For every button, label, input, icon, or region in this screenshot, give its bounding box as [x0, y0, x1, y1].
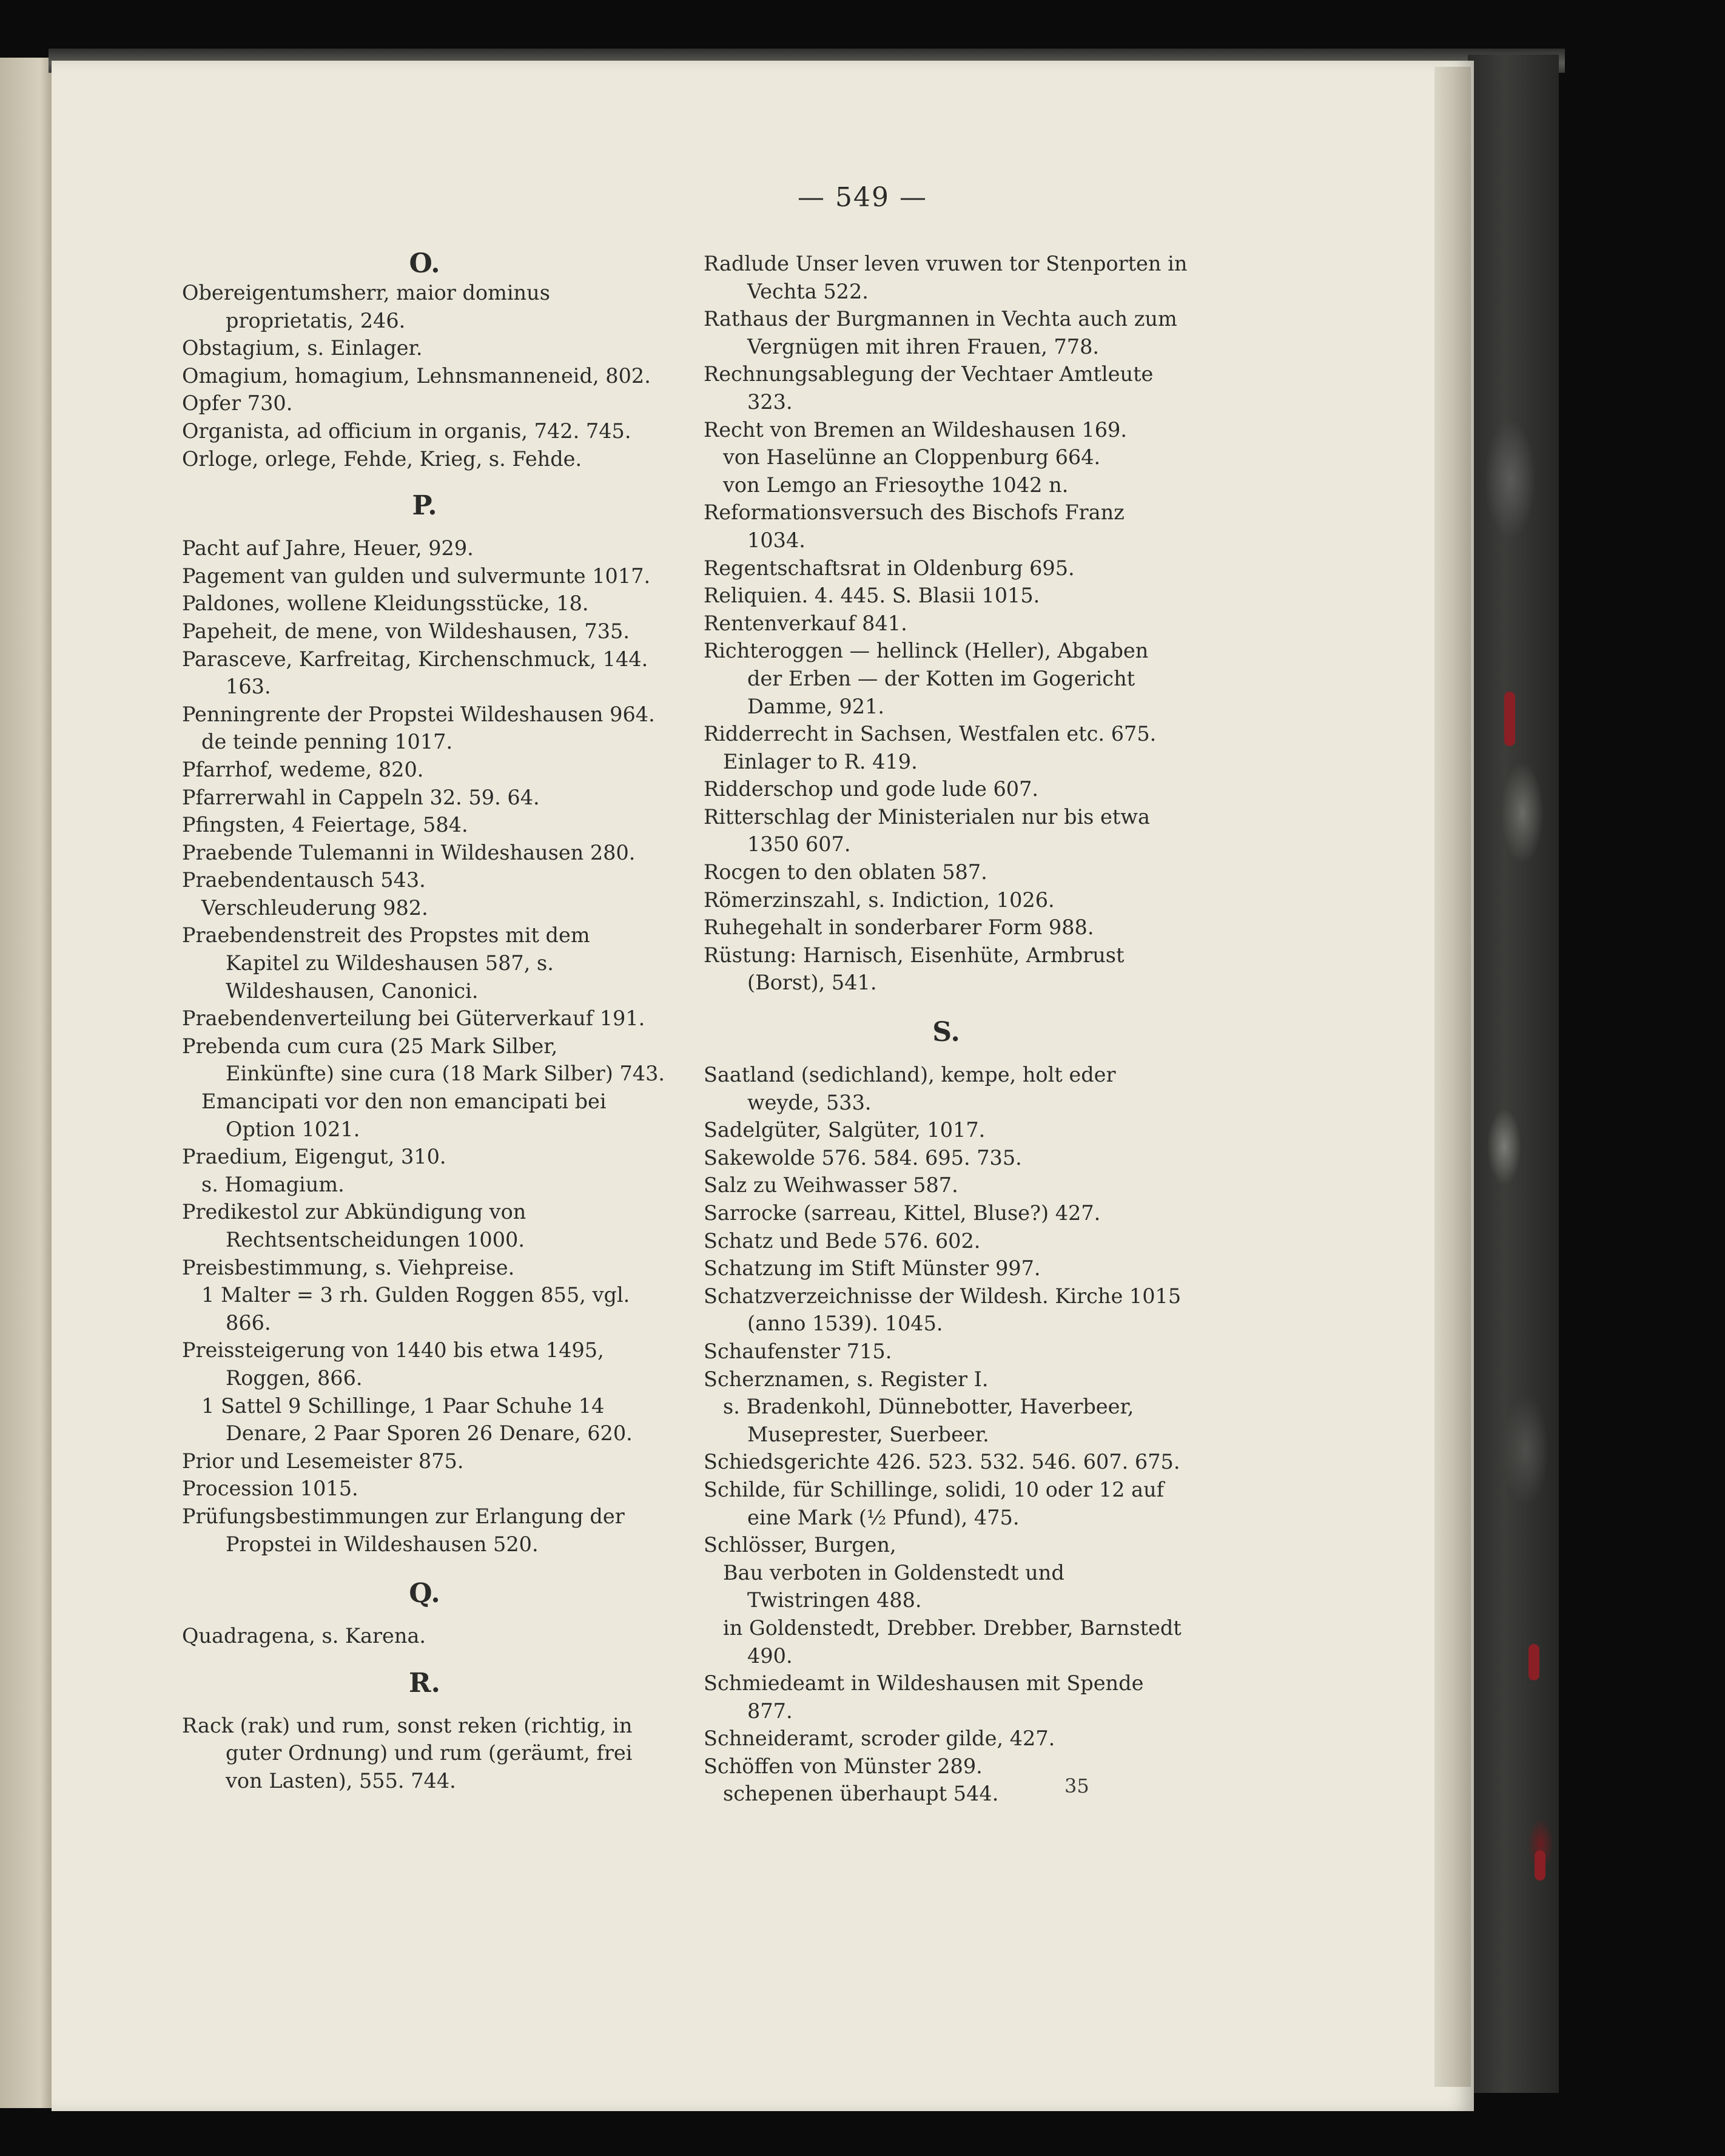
index-entry: Sadelgüter, Salgüter, 1017.	[704, 1118, 986, 1142]
index-entry: Preisbestimmung, s. Viehpreise.	[182, 1255, 515, 1279]
index-entry: Prüfungsbestimmungen zur Erlangung der Propstei in Wildeshausen 520.	[182, 1504, 625, 1556]
index-entry: Rocgen to den oblaten 587.	[704, 860, 987, 884]
index-entry: Schaufenster 715.	[704, 1339, 892, 1363]
index-subentry: s. Homagium.	[201, 1172, 345, 1196]
index-entry: Orloge, orlege, Fehde, Krieg, s. Fehde.	[182, 446, 582, 471]
index-entry: Schmiedeamt in Wildeshausen mit Spende 877.	[704, 1671, 1144, 1723]
index-entry: Organista, ad officium in organis, 742. 745.	[182, 419, 631, 443]
section-heading-o: O.	[409, 248, 440, 279]
index-entry: Schilde, für Schillinge, solidi, 10 oder 12 auf eine Mark (½ Pfund), 475.	[704, 1477, 1165, 1529]
index-entry: Papeheit, de mene, von Wildeshausen, 735.	[182, 619, 630, 643]
index-entry: Schatzung im Stift Münster 997.	[704, 1256, 1041, 1281]
index-entry: Parasceve, Karfreitag, Kirchenschmuck, 144. 163.	[182, 647, 648, 699]
index-subentry: s. Bradenkohl, Dünnebotter, Haverbeer, Museprester, Suerbeer.	[723, 1395, 1134, 1446]
index-subentry: Bau verboten in Goldenstedt und Twistringen 488.	[723, 1560, 1064, 1612]
index-entry: Paldones, wollene Kleidungsstücke, 18.	[182, 591, 589, 616]
index-entry: Opfer 730.	[182, 391, 293, 416]
index-entry: Reliquien. 4. 445. S. Blasii 1015.	[704, 584, 1040, 608]
index-entry: Procession 1015.	[182, 1477, 358, 1501]
index-entry: Ritterschlag der Ministerialen nur bis etwa 1350 607.	[704, 804, 1150, 857]
index-entry: Praebendenstreit des Propstes mit dem Kapitel zu Wildeshausen 587, s. Wildeshausen, Canonici.	[182, 923, 590, 1003]
index-subentry: Emancipati vor den non emancipati bei Option 1021.	[201, 1090, 607, 1141]
index-entry: Saatland (sedichland), kempe, holt eder weyde, 533.	[704, 1063, 1116, 1114]
index-entry: Recht von Bremen an Wildeshausen 169.	[704, 417, 1127, 442]
index-subentry: von Haselünne an Cloppenburg 664.	[723, 445, 1101, 470]
page-number: — 549 —	[798, 182, 927, 213]
index-entry: Ridderschop und gode lude 607.	[704, 777, 1039, 801]
index-entry: Rack (rak) und rum, sonst reken (richtig, in guter Ordnung) und rum (geräumt, frei von Lasten), 555. 744.	[182, 1713, 633, 1793]
index-entry: Sakewolde 576. 584. 695. 735.	[704, 1145, 1022, 1170]
index-entry: Ruhegehalt in sonderbarer Form 988.	[704, 915, 1094, 940]
index-subentry: 1 Sattel 9 Schillinge, 1 Paar Schuhe 14 Denare, 2 Paar Sporen 26 Denare, 620.	[201, 1393, 633, 1446]
index-entry: Obstagium, s. Einlager.	[182, 336, 423, 360]
index-entry: Praedium, Eigengut, 310.	[182, 1145, 446, 1169]
index-entry: Rechnungsablegung der Vechtaer Amtleute 323.	[704, 362, 1154, 414]
index-entry: Salz zu Weihwasser 587.	[704, 1173, 958, 1198]
index-entry: Quadragena, s. Karena.	[182, 1624, 426, 1648]
index-entry: Pfingsten, 4 Feiertage, 584.	[182, 813, 468, 837]
index-entry: Ridderrecht in Sachsen, Westfalen etc. 675.	[704, 722, 1157, 746]
index-entry: Sarrocke (sarreau, Kittel, Bluse?) 427.	[704, 1201, 1101, 1225]
index-subentry: schepenen überhaupt 544.	[723, 1782, 999, 1806]
index-entry: Pfarrerwahl in Cappeln 32. 59. 64.	[182, 785, 540, 809]
index-entry: Römerzinszahl, s. Indiction, 1026.	[704, 888, 1055, 912]
section-heading-q: Q.	[409, 1578, 440, 1609]
index-entry: Omagium, homagium, Lehnsmanneneid, 802.	[182, 363, 651, 388]
index-entry: Praebende Tulemanni in Wildeshausen 280.	[182, 840, 636, 864]
index-entry: Pfarrhof, wedeme, 820.	[182, 757, 424, 781]
index-entry: Praebendentausch 543.	[182, 868, 426, 892]
index-entry: Praebendenverteilung bei Güterverkauf 191.	[182, 1006, 645, 1031]
index-subentry: Einlager to R. 419.	[723, 749, 918, 773]
index-entry: Reformationsversuch des Bischofs Franz 1034.	[704, 500, 1125, 552]
facing-page-edge	[0, 58, 58, 2108]
index-column-right	[704, 250, 1189, 1808]
index-column-left	[182, 249, 667, 1795]
index-subentry: 1 Malter = 3 rh. Gulden Roggen 855, vgl. 866.	[201, 1283, 630, 1335]
index-entry: Pacht auf Jahre, Heuer, 929.	[182, 536, 474, 561]
index-entry: Schöffen von Münster 289.	[704, 1754, 983, 1778]
index-entry: Penningrente der Propstei Wildeshausen 964.	[182, 702, 655, 726]
index-entry: Obereigentumsherr, maior dominus proprietatis, 246.	[182, 281, 550, 332]
index-entry: Schiedsgerichte 426. 523. 532. 546. 607. 675.	[704, 1450, 1180, 1474]
page-stack-edge	[1434, 67, 1471, 2087]
section-heading-s: S.	[932, 1017, 960, 1048]
index-entry: Preissteigerung von 1440 bis etwa 1495, Roggen, 866.	[182, 1338, 604, 1390]
index-entry: Rentenverkauf 841.	[704, 611, 907, 635]
index-entry: Schneideramt, scroder gilde, 427.	[704, 1726, 1055, 1751]
index-entry: Prebenda cum cura (25 Mark Silber, Einkünfte) sine cura (18 Mark Silber) 743.	[182, 1034, 665, 1086]
index-entry: Pagement van gulden und sulvermunte 1017.	[182, 564, 651, 588]
index-entry: Radlude Unser leven vruwen tor Stenporten in Vechta 522.	[704, 252, 1188, 303]
section-heading-r: R.	[409, 1667, 440, 1699]
index-entry: Schlösser, Burgen,	[704, 1533, 896, 1557]
section-heading-p: P.	[412, 490, 437, 522]
index-entry: Prior und Lesemeister 875.	[182, 1449, 464, 1473]
index-entry: Richteroggen — hellinck (Heller), Abgaben der Erben — der Kotten im Gogericht Damme, 921.	[704, 639, 1149, 718]
index-entry: Rathaus der Burgmannen in Vechta auch zum Vergnügen mit ihren Frauen, 778.	[704, 307, 1177, 359]
index-subentry: Verschleuderung 982.	[201, 895, 428, 920]
index-entry: Predikestol zur Abkündigung von Rechtsentscheidungen 1000.	[182, 1200, 526, 1251]
index-subentry: de teinde penning 1017.	[201, 730, 453, 754]
index-entry: Regentschaftsrat in Oldenburg 695.	[704, 556, 1075, 580]
index-subentry: in Goldenstedt, Drebber. Drebber, Barnstedt 490.	[723, 1615, 1182, 1668]
marbled-binding	[1468, 55, 1559, 2093]
index-entry: Schatzverzeichnisse der Wildesh. Kirche 1015 (anno 1539). 1045.	[704, 1284, 1182, 1336]
index-entry: Scherznamen, s. Register I.	[704, 1367, 989, 1391]
index-subentry: von Lemgo an Friesoythe 1042 n.	[723, 473, 1069, 497]
index-entry: Rüstung: Harnisch, Eisenhüte, Armbrust (Borst), 541.	[704, 943, 1125, 995]
index-entry: Schatz und Bede 576. 602.	[704, 1228, 981, 1253]
signature-mark: 35	[1064, 1774, 1089, 1797]
